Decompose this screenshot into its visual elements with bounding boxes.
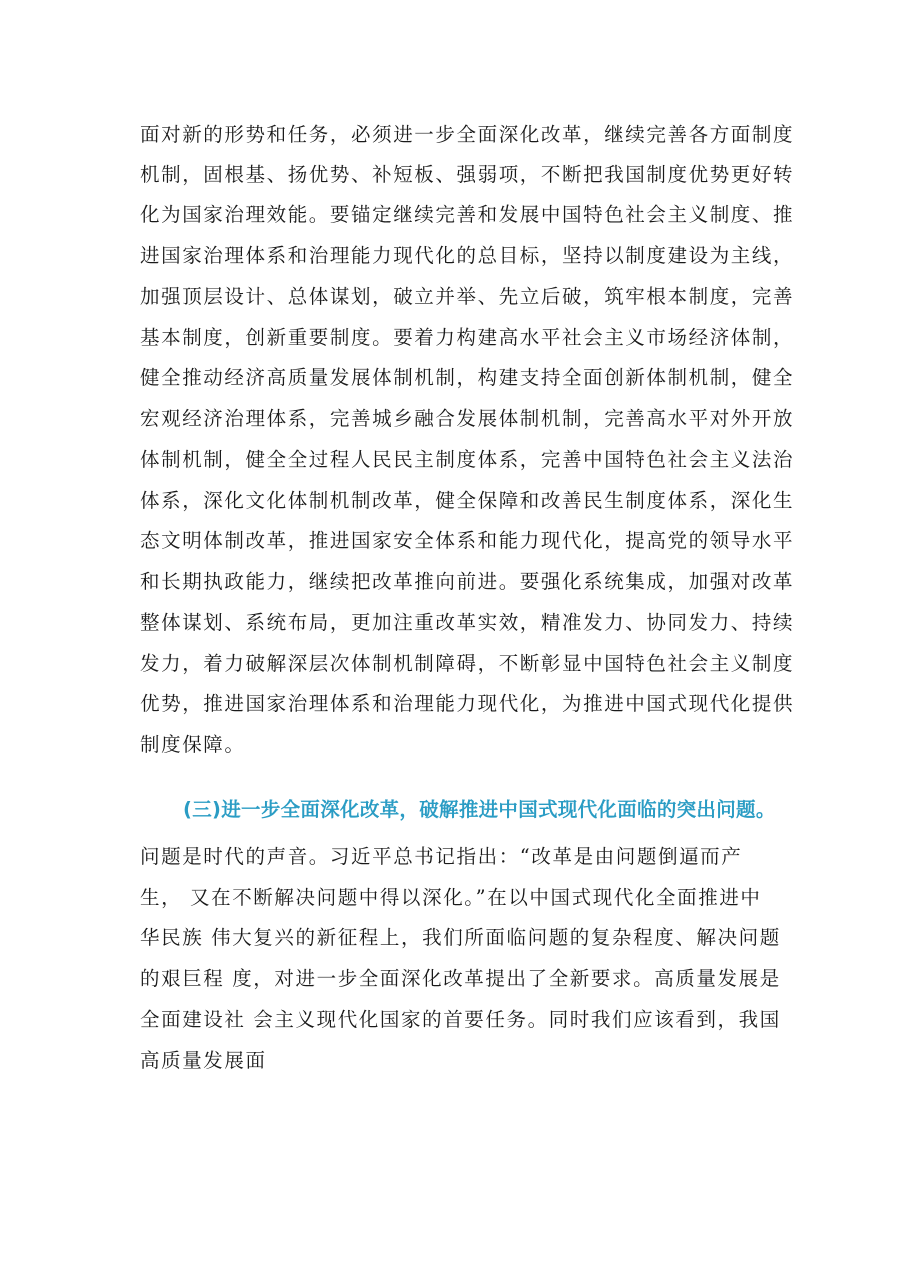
- text-line: 高质量发展面: [140, 1049, 267, 1072]
- text-line: 和长期执政能力，继续把改革推向前进。要强化系统集成，加强对改革: [140, 570, 795, 593]
- text-line: 机制，固根基、扬优势、补短板、强弱项，不断把我国制度优势更好转: [140, 163, 795, 186]
- text-line: 优势，推进国家治理体系和治理能力现代化，为推进中国式现代化提供: [140, 692, 795, 715]
- text-line: 基本制度，创新重要制度。要着力构建高水平社会主义市场经济体制，: [140, 326, 795, 349]
- text-line: 的艰巨程 度，对进一步全面深化改革提出了全新要求。高质量发展是: [140, 967, 781, 990]
- text-line: 制度保障。: [140, 733, 246, 756]
- text-line: 面对新的形势和任务，必须进一步全面深化改革，继续完善各方面制度: [140, 123, 795, 146]
- text-line: 健全推动经济高质量发展体制机制，构建支持全面创新体制机制，健全: [140, 366, 795, 389]
- text-line: 加强顶层设计、总体谋划，破立并举、先立后破，筑牢根本制度，完善: [140, 285, 795, 308]
- text-line: 全面建设社 会主义现代化国家的首要任务。同时我们应该看到，我国: [140, 1008, 781, 1031]
- section-heading: (三)进一步全面深化改革，破解推进中国式现代化面临的突出问题。: [183, 798, 776, 821]
- text-line: 发力，着力破解深层次体制机制障碍，不断彰显中国特色社会主义制度: [140, 652, 795, 675]
- text-line: 华民族 伟大复兴的新征程上，我们所面临问题的复杂程度、解决问题: [140, 926, 781, 949]
- text-line: 态文明体制改革，推进国家安全体系和能力现代化，提高党的领导水平: [140, 529, 795, 552]
- text-line: 问题是时代的声音。习近平总书记指出：“改革是由问题倒逼而产: [140, 845, 743, 868]
- text-line: 整体谋划、系统布局，更加注重改革实效，精准发力、协同发力、持续: [140, 611, 795, 634]
- text-line: 生， 又在不断解决问题中得以深化。”在以中国式现代化全面推进中: [140, 886, 762, 909]
- text-line: 化为国家治理效能。要锚定继续完善和发展中国特色社会主义制度、推: [140, 203, 795, 226]
- text-line: 体制机制，健全全过程人民民主制度体系，完善中国特色社会主义法治: [140, 448, 795, 471]
- text-line: 体系，深化文化体制机制改革，健全保障和改善民生制度体系，深化生: [140, 489, 795, 512]
- text-line: 宏观经济治理体系，完善城乡融合发展体制机制，完善高水平对外开放: [140, 407, 795, 430]
- text-line: 进国家治理体系和治理能力现代化的总目标，坚持以制度建设为主线，: [140, 244, 795, 267]
